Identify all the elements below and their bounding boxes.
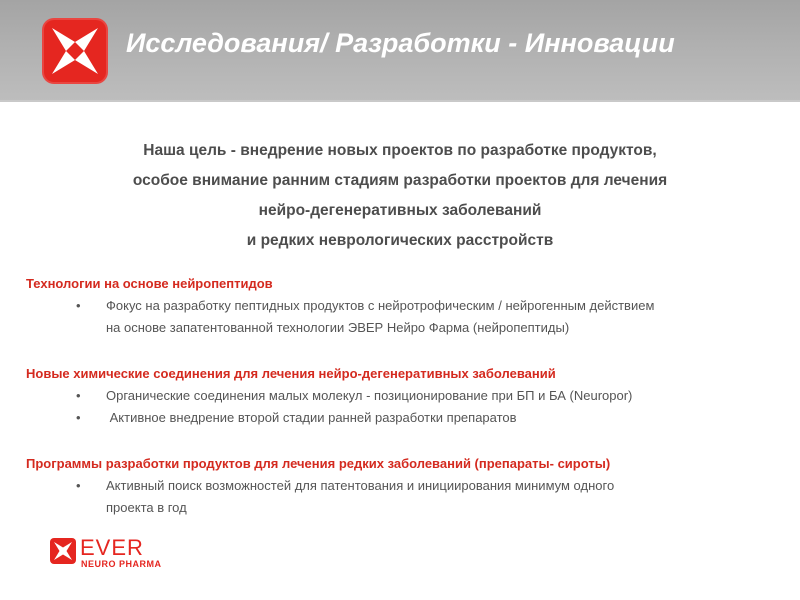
bullet-text: Активный поиск возможностей для патентования и инициирования минимум одного xyxy=(106,478,615,493)
page-title: Исследования/ Разработки - Инновации xyxy=(126,28,675,58)
section-new-chemical-entities xyxy=(26,363,786,429)
bullet-dot: • xyxy=(76,298,81,313)
bullet-text: Органические соединения малых молекул - позиционирование при БП и БА (Neuropor) xyxy=(106,388,633,403)
bullet-item xyxy=(26,385,786,407)
ever-footer-logo-icon xyxy=(50,538,76,564)
bullet-dot: • xyxy=(76,410,81,425)
bullet-text: на основе запатентованной технологии ЭВЕР Нейро Фарма (нейропептиды) xyxy=(106,320,570,335)
goal-line: нейро-дегенеративных заболеваний xyxy=(258,202,542,219)
bullet-text: проекта в год xyxy=(106,500,187,515)
section-title: Технологии на основе нейропептидов xyxy=(26,276,273,291)
bullet-dot: • xyxy=(76,478,81,493)
goal-line: и редких неврологических расстройств xyxy=(246,232,554,249)
bullet-item xyxy=(26,407,786,429)
goal-statement xyxy=(20,136,780,256)
bullet-text: Активное внедрение второй стадии ранней разработки препаратов xyxy=(106,410,517,425)
goal-line: Наша цель - внедрение новых проектов по разработке продуктов, xyxy=(143,142,657,159)
section-title: Программы разработки продуктов для лечения редких заболеваний (препараты- сироты) xyxy=(26,456,611,471)
bullet-dot: • xyxy=(76,388,81,403)
footer-brand: EVER xyxy=(80,535,144,560)
footer-logo xyxy=(50,536,190,576)
section-neuropeptides xyxy=(26,273,786,339)
bullet-item xyxy=(26,295,786,339)
section-title: Новые химические соединения для лечения нейро-дегенеративных заболеваний xyxy=(26,366,556,381)
bullet-item xyxy=(26,475,786,519)
header-divider xyxy=(0,100,800,102)
section-orphan-drugs xyxy=(26,453,786,519)
goal-line: особое внимание ранним стадиям разработки проектов для лечения xyxy=(132,172,668,189)
footer-subbrand: NEURO PHARMA xyxy=(81,559,162,569)
ever-star-logo-icon xyxy=(42,18,108,84)
bullet-text: Фокус на разработку пептидных продуктов с нейротрофическим / нейрогенным действием xyxy=(106,298,655,313)
